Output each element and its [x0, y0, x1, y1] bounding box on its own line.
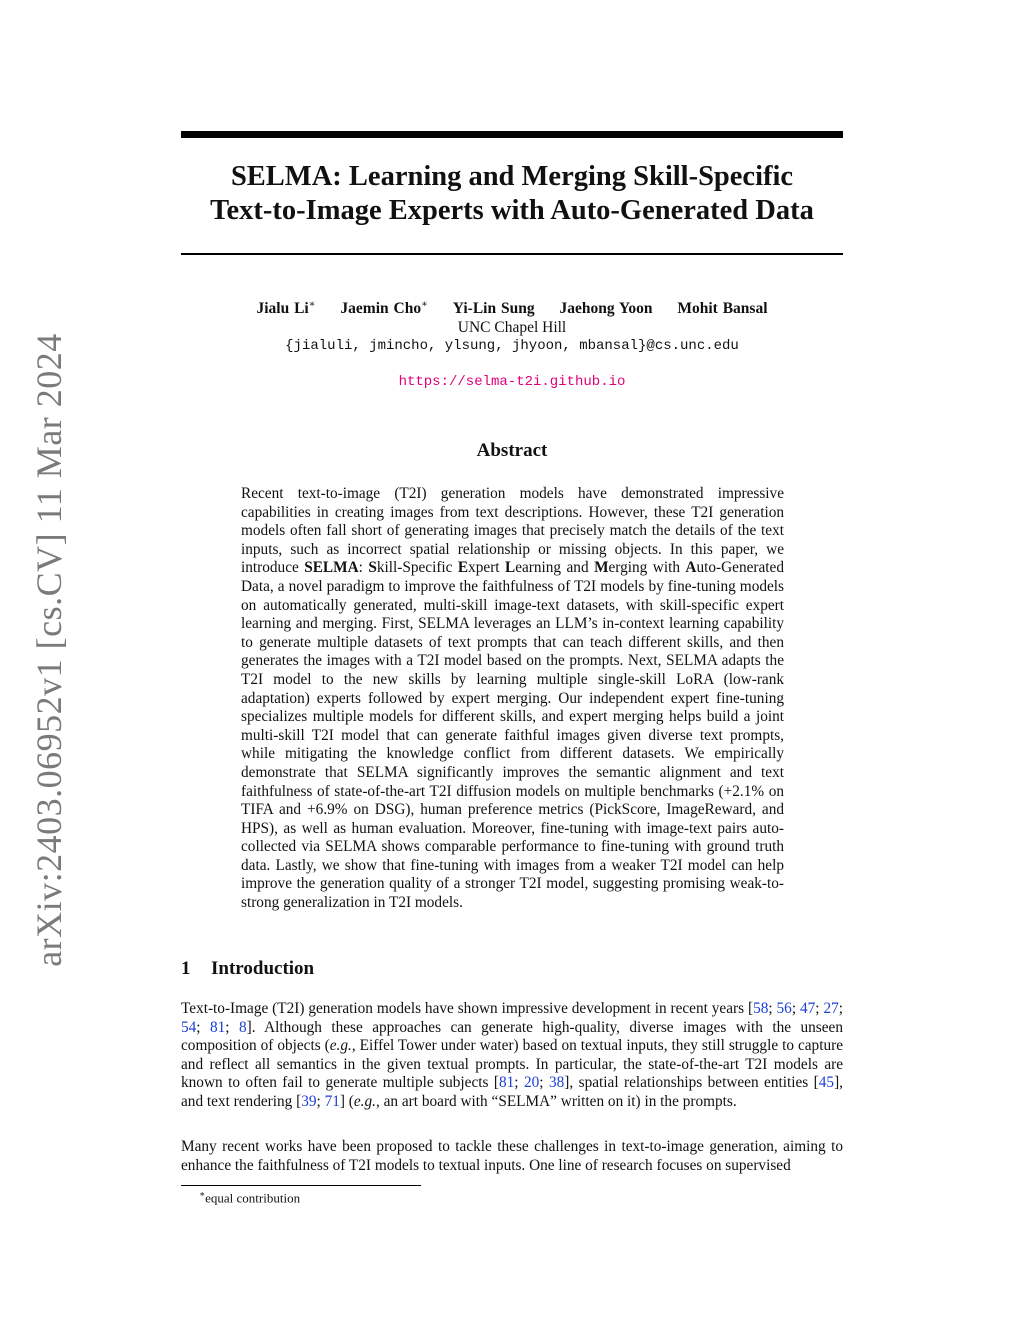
title-line-1: SELMA: Learning and Merging Skill-Specific [230, 161, 794, 192]
citation-link[interactable]: 38 [548, 1074, 565, 1092]
section-number: 1 [181, 958, 191, 979]
footnote: ∗equal contribution [199, 1189, 301, 1206]
citation-link[interactable]: 47 [800, 1000, 816, 1017]
section-heading-introduction [181, 958, 581, 980]
author: Mohit Bansal [677, 300, 768, 318]
author-list [181, 299, 843, 318]
citation-link[interactable]: 45 [818, 1074, 835, 1092]
affiliation: UNC Chapel Hill [457, 319, 567, 336]
citation-link[interactable]: 81 [209, 1018, 226, 1036]
citation-link[interactable]: 8 [238, 1018, 247, 1036]
arxiv-side-stamp [18, 330, 80, 970]
citation-link[interactable]: 56 [776, 1000, 792, 1017]
abstract-heading: Abstract [476, 440, 548, 461]
citation-link[interactable]: 20 [523, 1074, 540, 1092]
citation-link[interactable]: 71 [324, 1092, 340, 1110]
author: Jaemin Cho∗ [340, 299, 428, 318]
author-emails: {jialuli, jmincho, ylsung, jhyoon, mbansal}@cs.unc.edu [285, 338, 739, 354]
project-url-link[interactable]: https://selma-t2i.github.io [398, 374, 626, 390]
intro-paragraph-1: Text-to-Image (T2I) generation models have shown impressive development in recent years [58; 56; 47; 27; 54; 81; 8]. Although these approaches can generate high-quality, diverse images with the unseen composition of objects (e.g., Eiffel Tower under water) based on textual inputs, they still struggle to capture and reflect all semantics in the given textual prompts. In particular, the state-of-the-art T2I models are known to often fail to generate multiple subjects [81; 20; 38], spatial relationships between entities [45], and text rendering [39; 71] (e.g., an art board with “SELMA” written on it) in the prompts. [181, 1000, 844, 1110]
citation-link[interactable]: 39 [301, 1092, 317, 1110]
author: Jaehong Yoon [559, 300, 653, 318]
intro-paragraph-2: Many recent works have been proposed to tackle these challenges in text-to-image generation, aiming to enhance the faithfulness of T2I models to textual inputs. One line of research focuses on supervised [181, 1138, 843, 1174]
citation-link[interactable]: 81 [498, 1074, 515, 1092]
title-rule-top [181, 131, 843, 138]
author: Yi-Lin Sung [452, 300, 535, 318]
title-line-2: Text-to-Image Experts with Auto-Generated Data [210, 195, 814, 226]
footnote-rule [181, 1185, 421, 1186]
abstract-body: Recent text-to-image (T2I) generation models have demonstrated impressive capabilities in creating images from text descriptions. However, these T2I generation models often fall short of generating images that precisely match the details of the text inputs, such as incorrect spatial relationship or missing objects. In this paper, we introduce SELMA: Skill-Specific Expert Learning and Merging with Auto-Generated Data, a novel paradigm to improve the faithfulness of T2I models by fine-tuning models on automatically generated, multi-skill image-text datasets, with skill-specific expert learning and merging. First, SELMA leverages an LLM’s in-context learning capability to generate multiple datasets of text prompts that can teach different skills, and then generates the images with a T2I model based on the prompts. Next, SELMA adapts the T2I model to the new skills by learning multiple single-skill LoRA (low-rank adaptation) experts followed by expert merging. Our independent expert fine-tuning specializes multiple models for different skills, and expert merging helps build a joint multi-skill T2I model that can generate faithful images given diverse text prompts, while mitigating the knowledge conflict from different datasets. We empirically demonstrate that SELMA significantly improves the semantic alignment and text faithfulness of state-of-the-art T2I diffusion models on multiple benchmarks (+2.1% on TIFA and +6.9% on DSG), human preference metrics (PickScore, ImageReward, and HPS), as well as human evaluation. Moreover, fine-tuning with image-text pairs auto-collected via SELMA shows comparable performance to fine-tuning with ground truth data. Lastly, we show that fine-tuning with images from a weaker T2I model can help improve the generation quality of a stronger T2I model, suggesting promising weak-to-strong generalization in T2I models. [241, 485, 784, 912]
citation-link[interactable]: 58 [753, 1000, 769, 1017]
section-title: Introduction [211, 958, 315, 979]
author: Jialu Li∗ [256, 299, 316, 318]
paper-title [181, 160, 843, 228]
citation-link[interactable]: 54 [181, 1018, 197, 1036]
title-rule-bottom [181, 253, 843, 255]
arxiv-stamp-text: arXiv:2403.06952v1 [cs.CV] 11 Mar 2024 [29, 333, 69, 967]
citation-link[interactable]: 27 [823, 1000, 839, 1017]
